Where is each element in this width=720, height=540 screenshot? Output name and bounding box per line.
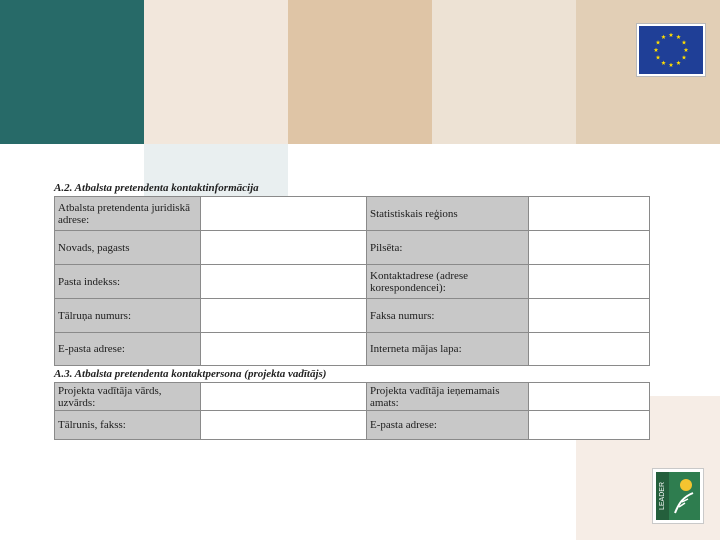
header-band-teal (0, 0, 144, 144)
left-value-field[interactable] (201, 383, 367, 411)
eu-star-icon (661, 61, 666, 65)
contact-person-row (55, 383, 650, 411)
left-value-field[interactable] (201, 197, 367, 231)
left-value-field[interactable] (201, 333, 367, 366)
contact-form-document (54, 180, 649, 440)
header-band-tan (288, 0, 432, 144)
left-value-field[interactable] (201, 231, 367, 265)
eu-star-icon (661, 35, 666, 39)
left-label: Atbalsta pretendenta juridiskā adrese: (55, 197, 201, 231)
contact-info-table (54, 196, 650, 366)
right-label: Kontaktadrese (adrese korespondencei): (367, 265, 529, 299)
contact-info-row (55, 231, 650, 265)
left-label: Tālruņa numurs: (55, 299, 201, 333)
eu-star-icon (654, 48, 659, 52)
left-label: Projekta vadītāja vārds, uzvārds: (55, 383, 201, 411)
left-value-field[interactable] (201, 299, 367, 333)
section-a2-title: A.2. Atbalsta pretendenta kontaktinformācija (54, 182, 259, 194)
eu-star-icon (682, 55, 687, 59)
right-value-field[interactable] (529, 231, 650, 265)
contact-info-row (55, 197, 650, 231)
right-label: Faksa numurs: (367, 299, 529, 333)
contact-info-row (55, 333, 650, 366)
right-value-field[interactable] (529, 333, 650, 366)
left-label: E-pasta adrese: (55, 333, 201, 366)
right-label: Interneta mājas lapa: (367, 333, 529, 366)
right-label: E-pasta adrese: (367, 411, 529, 440)
eu-star-icon (669, 63, 674, 67)
right-value-field[interactable] (529, 265, 650, 299)
eu-star-icon (682, 40, 687, 44)
left-label: Pasta indekss: (55, 265, 201, 299)
eu-star-icon (676, 61, 681, 65)
right-value-field[interactable] (529, 197, 650, 231)
section-a3-title: A.3. Atbalsta pretendenta kontaktpersona (projekta vadītājs) (54, 368, 327, 380)
eu-star-icon (676, 35, 681, 39)
left-value-field[interactable] (201, 265, 367, 299)
left-label: Tālrunis, fakss: (55, 411, 201, 440)
contact-person-table (54, 382, 650, 440)
right-label: Statistiskais reģions (367, 197, 529, 231)
eu-star-icon (669, 33, 674, 37)
left-value-field[interactable] (201, 411, 367, 440)
left-label: Novads, pagasts (55, 231, 201, 265)
eu-star-icon (656, 40, 661, 44)
contact-person-row (55, 411, 650, 440)
right-value-field[interactable] (529, 299, 650, 333)
contact-info-row (55, 265, 650, 299)
header-band-cream (144, 0, 288, 144)
right-value-field[interactable] (529, 411, 650, 440)
contact-info-row (55, 299, 650, 333)
leader-logo-icon (652, 468, 704, 524)
eu-star-icon (684, 48, 689, 52)
right-value-field[interactable] (529, 383, 650, 411)
eu-flag-icon (637, 24, 705, 76)
right-label: Pilsēta: (367, 231, 529, 265)
right-label: Projekta vadītāja ieņemamais amats: (367, 383, 529, 411)
eu-star-icon (656, 55, 661, 59)
svg-text:LEADER: LEADER (659, 481, 666, 511)
header-band-light (432, 0, 576, 144)
